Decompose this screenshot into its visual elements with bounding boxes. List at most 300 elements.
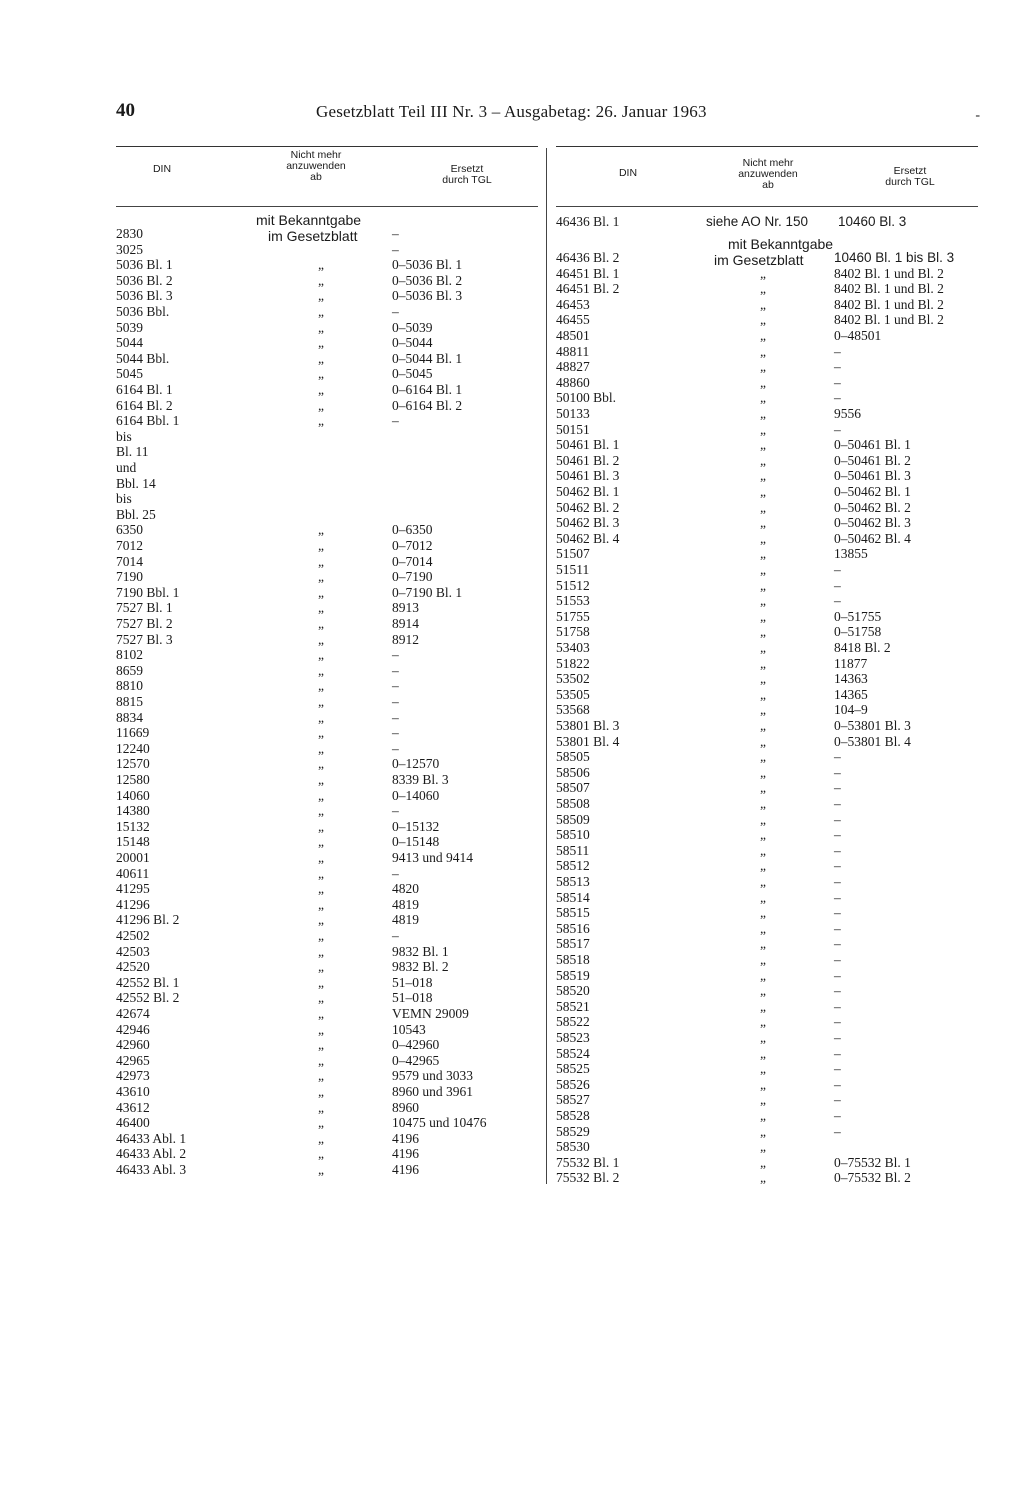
ersetzt-cell: – <box>834 1076 841 1092</box>
ersetzt-cell: – <box>392 304 399 319</box>
din-cell: 58519 <box>556 967 590 983</box>
ersetzt-cell: – <box>834 967 841 983</box>
table-row <box>116 788 538 804</box>
nicht-cell: „ <box>318 772 324 787</box>
din-cell: 58505 <box>556 749 590 765</box>
table-row <box>556 578 978 594</box>
din-cell: 12580 <box>116 772 150 787</box>
ersetzt-cell: 51–018 <box>392 990 433 1006</box>
table-row <box>116 1006 538 1022</box>
table-row <box>116 663 538 679</box>
nicht-cell: „ <box>318 943 324 959</box>
ersetzt-cell: 0–50462 Bl. 3 <box>834 515 911 531</box>
ersetzt-cell: – <box>392 928 399 943</box>
din-cell: 46433 Abl. 2 <box>116 1146 187 1162</box>
nicht-cell: „ <box>318 1115 324 1131</box>
header-line: durch TGL <box>442 174 492 186</box>
din-cell: 51755 <box>556 608 590 624</box>
nicht-cell: „ <box>760 406 766 421</box>
din-cell: 58522 <box>556 1014 590 1030</box>
page-number: 40 <box>116 100 135 121</box>
din-cell: 58509 <box>556 811 590 827</box>
din-cell: 40611 <box>116 865 150 881</box>
din-cell: 7527 Bl. 2 <box>116 616 173 631</box>
din-cell: 7190 Bbl. 1 <box>116 584 180 600</box>
table-row <box>556 1030 978 1046</box>
ersetzt-cell: 4819 <box>392 912 419 928</box>
table-row <box>556 1077 978 1093</box>
nicht-cell: „ <box>760 905 766 921</box>
ersetzt-cell: 8402 Bl. 1 und Bl. 2 <box>834 281 944 297</box>
table-row <box>556 858 978 874</box>
nicht-cell: „ <box>760 515 766 531</box>
nicht-cell: „ <box>760 343 766 359</box>
table-row <box>116 444 538 460</box>
table-row <box>556 422 978 438</box>
table-row <box>116 725 538 741</box>
din-cell: 46453 <box>556 296 590 312</box>
nicht-cell: „ <box>760 718 766 733</box>
ersetzt-cell: 0–14060 <box>392 787 440 803</box>
ersetzt-cell: 9832 Bl. 2 <box>392 959 449 975</box>
ersetzt-cell: – <box>392 678 399 694</box>
din-cell: 6164 Bl. 2 <box>116 397 173 413</box>
din-cell: 41296 <box>116 896 150 912</box>
nicht-cell: „ <box>318 272 324 288</box>
din-cell: 58507 <box>556 780 590 796</box>
table-row <box>116 507 538 523</box>
table-row <box>556 484 978 500</box>
table-row <box>116 1131 538 1147</box>
ersetzt-cell: – <box>834 1108 841 1123</box>
ersetzt-cell: – <box>834 421 841 437</box>
table-row <box>556 312 978 328</box>
ersetzt-cell: 4196 <box>392 1162 419 1177</box>
table-row <box>556 671 978 687</box>
table-row <box>556 999 978 1015</box>
table-row <box>116 741 538 757</box>
din-cell: 42960 <box>116 1037 150 1053</box>
nicht-cell: „ <box>318 616 324 631</box>
table-row <box>116 803 538 819</box>
ersetzt-cell: 10460 Bl. 3 <box>838 214 907 229</box>
nicht-cell: „ <box>760 1076 766 1092</box>
table-row <box>116 616 538 632</box>
din-cell: 2830 <box>116 226 143 241</box>
din-cell: 75532 Bl. 1 <box>556 1154 620 1170</box>
table-row <box>556 921 978 937</box>
nicht-cell: „ <box>318 522 324 538</box>
nicht-cell: „ <box>760 796 766 811</box>
nicht-cell: „ <box>760 733 766 749</box>
nicht-cell: „ <box>318 896 324 912</box>
din-cell: 58529 <box>556 1123 590 1139</box>
ersetzt-cell: 8912 <box>392 631 419 647</box>
din-cell: 6350 <box>116 522 143 538</box>
table-row <box>116 1146 538 1162</box>
din-cell: 50462 Bl. 4 <box>556 530 620 546</box>
nicht-cell: „ <box>760 1061 766 1077</box>
din-cell: 8834 <box>116 709 143 725</box>
table-row <box>556 687 978 703</box>
din-cell: 42502 <box>116 928 150 943</box>
table-row <box>116 226 538 242</box>
ersetzt-cell: 0–12570 <box>392 756 440 772</box>
ersetzt-cell: – <box>392 803 399 819</box>
ersetzt-cell: 4820 <box>392 881 419 897</box>
table-row <box>116 335 538 351</box>
table-row <box>556 936 978 952</box>
ersetzt-cell: 13855 <box>834 546 868 562</box>
table-row <box>556 765 978 781</box>
din-cell: 51511 <box>556 562 590 577</box>
table-row <box>556 437 978 453</box>
din-cell: 58516 <box>556 920 590 936</box>
table-row <box>116 975 538 991</box>
ersetzt-cell: – <box>392 865 399 881</box>
nicht-cell: „ <box>318 974 324 990</box>
ersetzt-cell: – <box>834 983 841 999</box>
table-row <box>556 328 978 344</box>
din-cell: 8102 <box>116 647 143 663</box>
nicht-cell: „ <box>760 1030 766 1045</box>
ersetzt-cell: 8914 <box>392 616 419 631</box>
ersetzt-cell: – <box>834 593 841 609</box>
table-row <box>556 890 978 906</box>
nicht-cell: „ <box>760 437 766 453</box>
din-cell: 53403 <box>556 640 590 655</box>
table-row <box>556 702 978 718</box>
din-cell: 5036 Bl. 3 <box>116 288 173 304</box>
table-row <box>556 624 978 640</box>
table-row <box>556 1108 978 1124</box>
din-cell: 50133 <box>556 406 590 421</box>
table-row <box>556 297 978 313</box>
din-cell: bis <box>116 428 132 444</box>
ersetzt-cell: – <box>834 390 841 406</box>
din-cell: 20001 <box>116 850 150 865</box>
nicht-cell: siehe AO Nr. 150 <box>706 214 809 229</box>
nicht-cell: „ <box>318 850 324 865</box>
ersetzt-cell: – <box>834 811 841 827</box>
nicht-cell: „ <box>318 709 324 725</box>
din-cell: 8659 <box>116 662 143 678</box>
table-row <box>556 453 978 469</box>
nicht-cell: „ <box>318 1052 324 1068</box>
ersetzt-cell: 0–51755 <box>834 608 882 624</box>
din-cell: 53505 <box>556 686 590 702</box>
ersetzt-cell: VEMN 29009 <box>392 1006 469 1021</box>
din-cell: 43610 <box>116 1084 150 1099</box>
nicht-cell: „ <box>318 959 324 975</box>
ersetzt-cell: – <box>392 226 399 241</box>
table-row <box>116 288 538 304</box>
table-row <box>556 344 978 360</box>
nicht-cell: „ <box>760 1108 766 1123</box>
din-cell: 58506 <box>556 764 590 780</box>
table-row <box>116 522 538 538</box>
nicht-cell: „ <box>760 983 766 999</box>
nicht-cell: „ <box>318 600 324 616</box>
ersetzt-cell: 0–15148 <box>392 834 440 850</box>
nicht-cell: „ <box>760 874 766 889</box>
din-cell: 58528 <box>556 1108 590 1123</box>
nicht-cell: „ <box>760 265 766 281</box>
din-cell: 48811 <box>556 343 590 359</box>
table-row <box>116 694 538 710</box>
nicht-cell: „ <box>760 655 766 671</box>
din-cell: 42973 <box>116 1068 150 1084</box>
table-row <box>116 866 538 882</box>
table-row <box>556 375 978 391</box>
ersetzt-cell: 8913 <box>392 600 419 616</box>
ersetzt-cell: 10475 und 10476 <box>392 1115 487 1131</box>
table-row <box>556 281 978 297</box>
din-cell: 7527 Bl. 1 <box>116 600 173 616</box>
table-row <box>116 569 538 585</box>
ersetzt-cell: – <box>392 662 399 678</box>
table-row <box>556 1139 978 1155</box>
din-cell: und <box>116 460 137 475</box>
din-cell: 7012 <box>116 538 143 553</box>
ersetzt-cell: 14363 <box>834 671 868 687</box>
din-cell: 46436 Bl. 2 <box>556 250 620 265</box>
ersetzt-cell: – <box>834 749 841 765</box>
nicht-cell: „ <box>760 1092 766 1108</box>
nicht-cell: „ <box>318 787 324 803</box>
nicht-cell: „ <box>760 608 766 624</box>
nicht-cell: „ <box>318 1021 324 1037</box>
table-row <box>116 928 538 944</box>
table-row <box>116 1162 538 1178</box>
ersetzt-cell: – <box>392 241 399 257</box>
ersetzt-cell: – <box>834 905 841 921</box>
table-row <box>556 531 978 547</box>
ersetzt-cell: – <box>834 936 841 952</box>
table-row <box>116 273 538 289</box>
din-cell: 5044 <box>116 335 143 351</box>
ersetzt-cell: – <box>834 359 841 375</box>
table-row <box>556 1170 978 1186</box>
table-row <box>556 827 978 843</box>
ersetzt-cell: 0–50462 Bl. 4 <box>834 530 911 546</box>
din-cell: 48501 <box>556 328 590 343</box>
header-nicht-mehr <box>718 158 818 191</box>
nicht-cell: „ <box>318 725 324 741</box>
din-cell: 5036 Bl. 2 <box>116 272 173 288</box>
ersetzt-cell: – <box>834 343 841 359</box>
din-cell: Bbl. 25 <box>116 506 156 522</box>
din-cell: 42552 Bl. 1 <box>116 974 180 990</box>
din-cell: 48860 <box>556 374 590 390</box>
table-row <box>116 1037 538 1053</box>
ersetzt-cell: – <box>834 920 841 936</box>
nicht-cell: „ <box>318 990 324 1006</box>
nicht-cell: „ <box>760 296 766 312</box>
ersetzt-cell: – <box>834 889 841 905</box>
nicht-cell: „ <box>760 312 766 328</box>
table-row <box>116 320 538 336</box>
din-cell: 53568 <box>556 702 590 718</box>
ersetzt-cell: 0–50461 Bl. 3 <box>834 468 911 484</box>
ersetzt-cell: 0–7014 <box>392 553 433 569</box>
nicht-cell: „ <box>318 756 324 772</box>
table-row <box>116 304 538 320</box>
din-cell: 58527 <box>556 1092 590 1108</box>
nicht-cell: „ <box>318 1162 324 1177</box>
ersetzt-cell: 0–15132 <box>392 818 440 834</box>
nicht-cell: „ <box>760 764 766 780</box>
din-cell: 14060 <box>116 787 150 803</box>
table-row <box>556 562 978 578</box>
nicht-cell: „ <box>318 538 324 553</box>
din-cell: 42965 <box>116 1052 150 1068</box>
ersetzt-cell: – <box>834 1014 841 1030</box>
table-row <box>116 429 538 445</box>
ersetzt-cell: 10543 <box>392 1021 426 1037</box>
nicht-cell: „ <box>318 1084 324 1099</box>
ersetzt-cell: 0–5036 Bl. 1 <box>392 257 463 273</box>
table-row <box>556 500 978 516</box>
header-line: durch TGL <box>885 176 935 188</box>
ersetzt-cell: 0–7190 <box>392 569 433 585</box>
table-row <box>116 881 538 897</box>
table-row <box>556 609 978 625</box>
table-row <box>556 718 978 734</box>
table-row <box>116 647 538 663</box>
ersetzt-cell: 0–5036 Bl. 3 <box>392 288 463 304</box>
din-cell: 51507 <box>556 546 590 562</box>
ersetzt-cell: 0–50461 Bl. 1 <box>834 437 911 453</box>
table-row <box>556 1061 978 1077</box>
nicht-cell: „ <box>760 640 766 655</box>
nicht-cell: „ <box>760 952 766 967</box>
din-cell: 58523 <box>556 1030 590 1045</box>
ersetzt-cell: – <box>834 764 841 780</box>
nicht-cell: „ <box>318 1099 324 1115</box>
ersetzt-cell: – <box>834 1045 841 1061</box>
nicht-cell: „ <box>318 413 324 429</box>
din-cell: 12240 <box>116 740 150 756</box>
header-line: anzuwenden <box>738 168 798 180</box>
ersetzt-cell: – <box>834 858 841 874</box>
nicht-cell: „ <box>318 366 324 382</box>
table-row <box>556 593 978 609</box>
nicht-cell: „ <box>760 374 766 390</box>
ersetzt-cell: – <box>834 1123 841 1139</box>
nicht-cell: „ <box>318 584 324 600</box>
nicht-cell: „ <box>318 740 324 756</box>
ersetzt-cell: 0–42960 <box>392 1037 440 1053</box>
table-row <box>556 390 978 406</box>
din-cell: 75532 Bl. 2 <box>556 1170 620 1186</box>
ersetzt-cell: – <box>392 694 399 709</box>
table-row <box>556 515 978 531</box>
table-row <box>556 968 978 984</box>
din-cell: 50462 Bl. 2 <box>556 499 620 515</box>
din-cell: 7527 Bl. 3 <box>116 631 173 647</box>
din-cell: 46433 Abl. 1 <box>116 1130 187 1146</box>
nicht-cell: „ <box>760 827 766 843</box>
nicht-cell: „ <box>760 577 766 593</box>
page-title: Gesetzblatt Teil III Nr. 3 – Ausgabetag: 26. Januar 1963 <box>316 102 707 121</box>
nicht-cell: „ <box>318 678 324 694</box>
table-row <box>116 476 538 492</box>
nicht-cell: „ <box>318 1130 324 1146</box>
table-row <box>116 491 538 507</box>
table-row <box>116 351 538 367</box>
nicht-cell: „ <box>318 1146 324 1162</box>
table-row <box>116 678 538 694</box>
din-cell: 6164 Bl. 1 <box>116 382 173 397</box>
table-row <box>556 843 978 859</box>
din-cell: 50100 Bbl. <box>556 390 617 406</box>
table-row <box>116 554 538 570</box>
nicht-cell: „ <box>318 397 324 413</box>
header-line: ab <box>762 179 774 191</box>
ersetzt-cell: 9832 Bl. 1 <box>392 943 449 959</box>
nicht-cell: „ <box>318 694 324 709</box>
nicht-cell: „ <box>760 390 766 406</box>
header-line: ab <box>310 171 322 183</box>
nicht-cell: „ <box>760 1170 766 1186</box>
ersetzt-cell: 0–6164 Bl. 1 <box>392 382 463 397</box>
din-cell: 42503 <box>116 943 150 959</box>
ersetzt-cell: – <box>392 740 399 756</box>
nicht-cell: „ <box>318 350 324 366</box>
din-cell: 46400 <box>116 1115 150 1131</box>
ersetzt-cell: 0–51758 <box>834 624 882 640</box>
table-row <box>556 812 978 828</box>
table-row <box>116 1100 538 1116</box>
nicht-cell: „ <box>760 749 766 765</box>
din-cell: 58530 <box>556 1139 590 1155</box>
table-row <box>556 214 978 230</box>
din-cell: 58525 <box>556 1061 590 1077</box>
din-cell: Bbl. 14 <box>116 475 156 491</box>
din-cell: 50462 Bl. 3 <box>556 515 620 531</box>
header-line: Nicht mehr <box>742 157 794 169</box>
din-cell: 15148 <box>116 834 150 850</box>
ersetzt-cell: 8960 <box>392 1099 419 1115</box>
header-ersetzt <box>858 166 962 188</box>
din-cell: 50461 Bl. 2 <box>556 452 620 468</box>
din-cell: 46433 Abl. 3 <box>116 1162 187 1177</box>
din-cell: 58515 <box>556 905 590 921</box>
ersetzt-cell: 9413 und 9414 <box>392 850 473 865</box>
table-header-rule <box>116 206 538 207</box>
header-din: DIN <box>618 167 638 179</box>
nicht-cell: „ <box>760 359 766 375</box>
table-row <box>116 756 538 772</box>
header-nicht-mehr <box>266 150 366 183</box>
table-row <box>556 749 978 765</box>
table-row <box>116 1068 538 1084</box>
nicht-cell: „ <box>760 484 766 499</box>
din-cell: 43612 <box>116 1099 150 1115</box>
nicht-cell: „ <box>760 593 766 609</box>
din-cell: 50462 Bl. 1 <box>556 484 620 499</box>
ersetzt-cell: – <box>834 1030 841 1045</box>
ersetzt-cell: – <box>834 562 841 577</box>
table-row <box>116 819 538 835</box>
table-row <box>116 585 538 601</box>
table-row <box>556 640 978 656</box>
nicht-cell: „ <box>760 1014 766 1030</box>
din-cell: 6164 Bbl. 1 <box>116 413 180 429</box>
table-top-rule <box>556 146 978 147</box>
nicht-cell: „ <box>318 288 324 304</box>
